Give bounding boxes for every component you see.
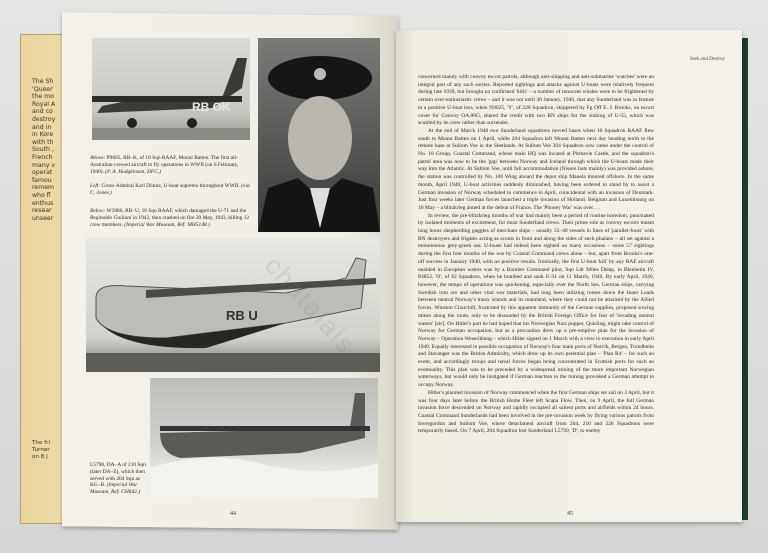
caption-bottom	[90, 462, 146, 496]
caption-ship: Reginaldo Guiliani	[90, 214, 132, 221]
paragraph: concerned mainly with convoy escort patrols, although anti-shipping and anti-submarine 'watches' were an integral part of any such sorties. Reported sightings and attacks against U-boats were relatively frequent during late 1939, but brought no confirmed 'kills' – a number of innocent whales were to be frightened by certain over-enthusiastic crews – and it was not until 30 January, 1940, that any Sunderland was to feature in a positive U-boat loss, when N9025, 'Y', of 228 Squadron, skippered by Fg Off E. J. Brooks, on escort cover for Convoy OA.80G, shared the credit with two RN ships for the sinking of U-55, which was scuttled by its crew rather than surrender.	[418, 74, 654, 127]
back-cover-blurb: The Sh 'Queer the mo Royal A and co destroy and in in Kore with th South , French many v operat famou remem who fl enthus resear unseer	[32, 78, 56, 222]
portrait-figure	[258, 38, 380, 232]
caption-label: Above:	[90, 155, 106, 161]
paragraph: Hitler's planned invasion of Norway commenced when the first German ships set sail on 3 April, but it was four days later before the British Home Fleet left Scapa Flow. Then, on 9 April, the full German invasion force descended on Norway and rapidly occupied all salient ports and airfields within 24 hours. Coastal Command Sunderlands had been involved in the pre-invasion week by flying various patrols from Invergordon and Sullom Voe, where detachment aircraft from 204, 210 and 228 Squadrons were temporarily based. On 7 April, 204 Squadron lost Sunderland L5799, 'D', to enemy	[418, 389, 654, 435]
caption-credit: (Imperial War Museum, Ref: MH5148.)	[124, 221, 210, 228]
caption-label: Left:	[90, 183, 101, 189]
caption-label: Below:	[90, 208, 106, 214]
caption-below	[90, 208, 255, 228]
photo-sunderland-on-water	[150, 378, 378, 498]
body-text	[418, 74, 654, 436]
aircraft-code: RB OK	[192, 100, 231, 114]
back-cover-blurb-bottom: The fri Turner on 8 J	[32, 440, 51, 460]
running-head: Seek and Destroy	[690, 57, 725, 62]
caption-credit: (via C. Jones.)	[90, 183, 250, 196]
flying-boat-water-silhouette	[150, 378, 378, 498]
photo-sunderland-rb-u	[86, 238, 380, 372]
paragraph: At the end of March 1940 two Sunderland squadrons moved bases when 10 Squadron RAAF flew south to Mount Batten on 1 April, while 204 Squadron left Mount Batten next day heading north to the remote base at Sullom Voe in the Shetlands. At Sullom Voe 204 Squadron now came under the control of No. 18 Group, Coastal Command, whose main HQ was located at Pitreavie Castle, and the squadron's patrol area was now to be the 'gap' between Norway and Iceland through which the U-boats made their way into the Atlantic. At Sullom Voe, until full accommodation (Nissen huts mainly) was provided ashore, the station was controlled by No. 100 Wing aboard the depot ship Manela moored offshore. In the same month, April 1940, U-boat activities suddenly diminished, having been ordered to stand by to assist a German invasion of Norway scheduled to commence in April, coincidental with an invasion of Denmark. Just four weeks later German forces launched a triple invasion of Holland, Belgium and Luxembourg on 10 May – a blitzkrieg aimed at the defeat of France. The 'Phoney War' was over. . .	[418, 127, 654, 211]
caption-text: L5798, DA–A of 210 Sqn (later DA–Z), which then served with 204 Sqn as KG–B.	[90, 462, 146, 489]
caption-text: in 1942, then crashed on fire 20 May, 1943, killing 12 crew members.	[90, 214, 250, 228]
caption-text: W3986, RB–U, 10 Sqn RAAF, which damaged the U-71 and the	[106, 208, 247, 214]
caption-credit: (F. A. Hodgkinson, DFC.)	[105, 168, 161, 175]
photo-sunderland-rb-k	[92, 38, 250, 140]
caption-above	[90, 155, 252, 175]
caption-credit: (Imperial War Museum, Ref: CH842.)	[90, 482, 141, 496]
page-number-left: 44	[230, 511, 236, 517]
page-number-right: 45	[567, 511, 573, 517]
aircraft-silhouette	[92, 38, 250, 140]
caption-text: Gross-Admiral Karl Dönitz, U-boat supremo throughout WWII.	[101, 183, 240, 189]
photo-donitz-portrait	[258, 38, 380, 232]
paragraph: In review, the pre-blitzkrieg months of war had mainly been a period of routine boredom, punctuated by isolated moments of excitement, for most Sunderland crews. Their prime role as convoy escorts meant long hours shepherding gaggles of merchant ships – usually 35–40 vessels in lines of 'parallel-fours' with RN destroyers and frigates acting as scouts in front and along the sides of each phalanx – all set against a monotonous grey-green sea. U-boats had indeed been sighted on many occasions – some 57 sightings during the first four months of the war by Coastal Command crews alone – but, apart from Brooks's one-off success in January 1940, with no positive results. Ironically, the first U-boat 'kill' by any RAF aircraft unaided in European waters was by a Bomber Command pilot, Sqn Ldr Miles Delap, in Blenheim IV, P4852, 'O', of 82 Squadron, when he bombed and sank U-31 on 11 March, 1940. By early April, 1940, however, the tempo of operations was quickening, especially over the North Sea. German ships, carrying Swedish iron ore and other vital war materials, had long been utilizing routes down the Inner Leads between neutral Norway's many islands and its mainland, where they could not be attacked by the Allied forces. Winston Churchill, frustrated by this apparent immunity of the German supplies, proposed sowing mines along the route, only to be dissuaded by the British Foreign Office for fear of 'invading neutral waters' [sic]. On Hitler's part he had hoped that his Norwegian Nazi puppet, Quisling, might take control of Norway for German occupation, but as a precaution drew up a pre-emptive plan for the invasion of Norway – Operation Weserübung – which Hitler signed on 1 March with a view to execution in early April 1940. Equally interested in possible occupation of Norway's four main ports of Narvik, Bergen, Trondheim and Stavanger was the British Admiralty, which drew up its own potential plan – 'Plan R4' – for such an event, and accordingly troops and naval forces began being concentrated in Scottish ports for such an eventuality. This plan was to be preceded by a widespread mining of the more important Norwegian waterways, but would only be instigated if German reaction to the mining provoked a German attempt to occupy Norway.	[418, 212, 654, 389]
flying-boat-silhouette	[86, 238, 380, 372]
aircraft-code: RB U	[226, 308, 258, 323]
caption-text: P9605, RB–K, of 10 Sqn RAAF, Mount Batten. The first all-Australian-crewed aircraft to fly operations in WWII (on 6 February, 1940).	[90, 155, 239, 175]
caption-left	[90, 183, 252, 197]
